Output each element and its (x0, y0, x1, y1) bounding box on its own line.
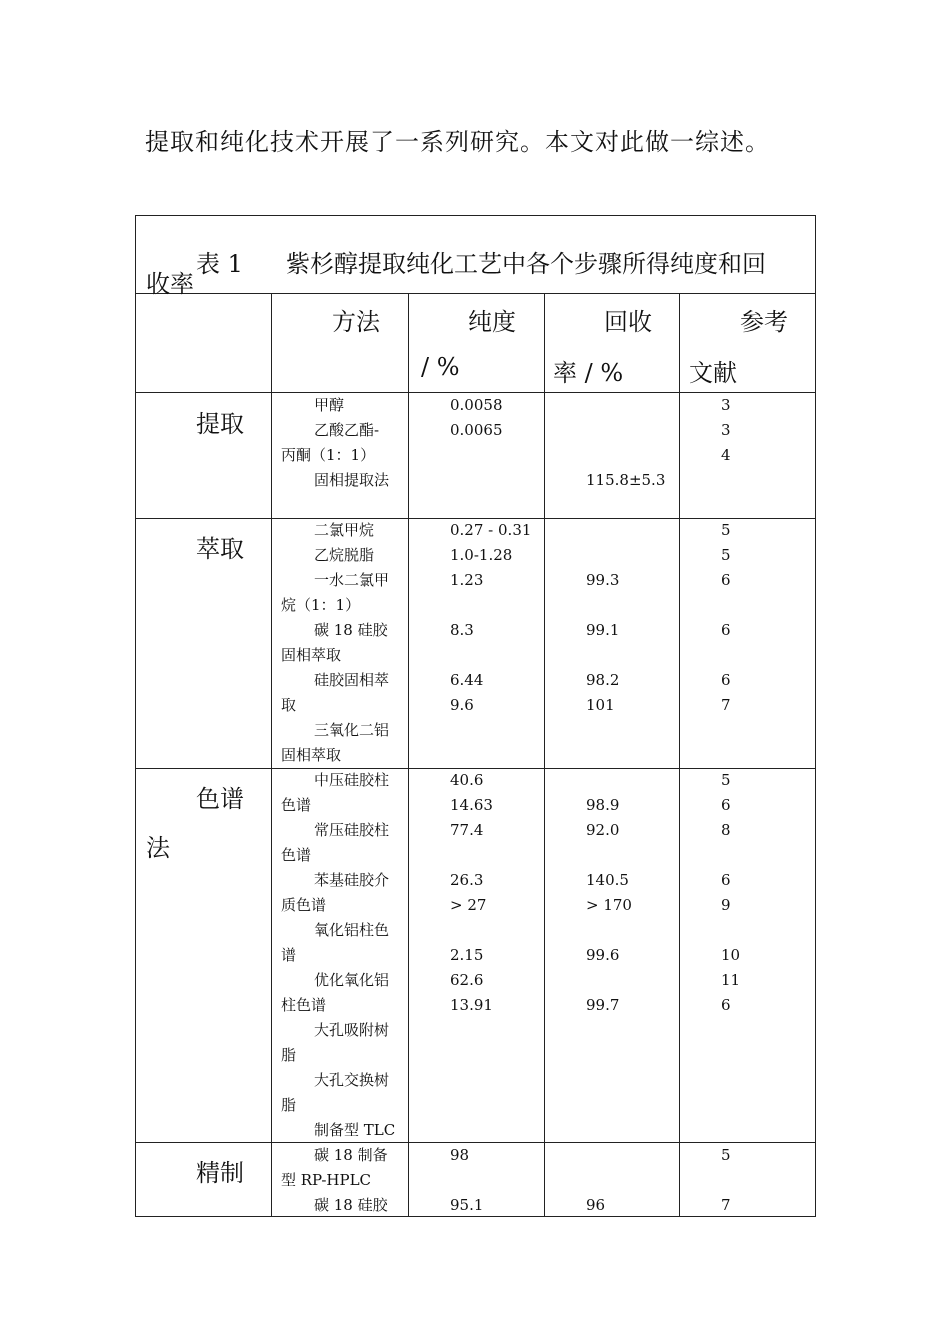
recovery-cell (586, 843, 632, 868)
method-cell: 氧化铝柱色 (314, 921, 390, 939)
purity-cell (450, 1018, 493, 1043)
recovery-cell (586, 1068, 632, 1093)
recovery-extraction (586, 393, 665, 493)
ref-cell (721, 1043, 740, 1068)
purity-refining (450, 1143, 483, 1218)
recovery-cell (586, 1043, 632, 1068)
purity-cell (450, 443, 503, 468)
purity-cell (450, 743, 531, 768)
ref-cell: 6 (721, 621, 731, 639)
purity-cell (450, 643, 531, 668)
header-purity-unit: / % (421, 353, 460, 381)
method-cell: 丙酮（1：1） (281, 446, 376, 464)
recovery-cell: 99.6 (586, 946, 620, 964)
ref-cell: 5 (721, 546, 731, 564)
recovery-cell (586, 918, 632, 943)
ref-cell: 7 (721, 1196, 731, 1214)
ref-cell: 6 (721, 571, 731, 589)
purity-cell: 26.3 (450, 871, 484, 889)
ref-cell: 10 (721, 946, 741, 964)
ref-cell: 6 (721, 671, 731, 689)
recovery-cell (586, 393, 665, 418)
recovery-cell: 98.2 (586, 671, 620, 689)
purity-cell (450, 1068, 493, 1093)
method-cell: 中压硅胶柱 (314, 771, 390, 789)
method-cell: 苯基硅胶介 (314, 871, 390, 889)
section-name-extraction: 提取 (196, 410, 244, 438)
ref-cell (721, 468, 731, 493)
purity-cell: 1.23 (450, 571, 484, 589)
method-cell: 型 RP-HPLC (281, 1171, 372, 1189)
method-cell: 固相萃取 (281, 646, 342, 664)
recovery-cell (586, 1018, 632, 1043)
recovery-cell (586, 643, 619, 668)
ref-cell (721, 1018, 740, 1043)
header-purity: 纯度 (468, 308, 516, 336)
purity-cell (450, 593, 531, 618)
purity-cell: 77.4 (450, 821, 484, 839)
purity-cell (450, 918, 493, 943)
purity-cell (450, 468, 503, 493)
recovery-cell: 115.8±5.3 (586, 471, 666, 489)
purity-cell: 0.0058 (450, 396, 503, 414)
rule-caption (136, 293, 815, 294)
col-rule-4 (679, 293, 680, 1216)
purity-cell: 9.6 (450, 696, 474, 714)
header-reference: 参考 (740, 308, 788, 336)
method-cell: 三氧化二铝 (314, 721, 390, 739)
col-rule-3 (544, 293, 545, 1216)
recovery-cell (586, 1093, 632, 1118)
method-cell: 常压硅胶柱 (314, 821, 390, 839)
purity-cell: 14.63 (450, 796, 493, 814)
methods-extraction (281, 393, 389, 493)
purity-cell: 98 (450, 1146, 470, 1164)
ref-cell: 6 (721, 796, 731, 814)
ref-cell (721, 643, 731, 668)
ref-cell (721, 593, 731, 618)
method-cell: 固相萃取 (281, 746, 342, 764)
purity-cell: 62.6 (450, 971, 484, 989)
table-caption-wrap: 收率 (146, 270, 194, 298)
ref-cell: 4 (721, 446, 731, 464)
header-method: 方法 (332, 308, 380, 336)
purity-cell: 1.0-1.28 (450, 546, 513, 564)
section-name-partition: 萃取 (196, 535, 244, 563)
purity-cell (450, 1168, 483, 1193)
intro-paragraph: 提取和纯化技术开展了一系列研究。本文对此做一综述。 (145, 128, 770, 156)
col-rule-2 (408, 293, 409, 1216)
purity-cell: 40.6 (450, 771, 484, 789)
ref-cell: 5 (721, 1146, 731, 1164)
header-recovery-unit: 率 / % (553, 359, 624, 387)
ref-cell (721, 743, 731, 768)
methods-refining (281, 1143, 388, 1218)
ref-cell (721, 1168, 731, 1193)
method-cell: 脂 (281, 1096, 297, 1114)
purity-cell (450, 718, 531, 743)
refs-extraction (721, 393, 731, 493)
purity-cell (450, 1043, 493, 1068)
refs-refining (721, 1143, 731, 1218)
methods-partition (281, 518, 389, 768)
recovery-cell: 101 (586, 696, 615, 714)
ref-cell: 8 (721, 821, 731, 839)
method-cell: 碳 18 制备 (314, 1146, 388, 1164)
method-cell: 一水二氯甲 (314, 571, 390, 589)
purity-chromatography (450, 768, 493, 1143)
recovery-cell: 99.3 (586, 571, 620, 589)
recovery-chromatography (586, 768, 632, 1143)
recovery-cell (586, 718, 619, 743)
purity-cell: 6.44 (450, 671, 484, 689)
ref-cell (721, 918, 740, 943)
method-cell: 取 (281, 696, 297, 714)
recovery-cell: 99.1 (586, 621, 620, 639)
recovery-cell: 140.5 (586, 871, 629, 889)
recovery-cell: 92.0 (586, 821, 620, 839)
recovery-cell (586, 1118, 632, 1143)
data-table (135, 215, 816, 1217)
ref-cell: 3 (721, 396, 731, 414)
method-cell: 色谱 (281, 796, 312, 814)
purity-cell: 0.0065 (450, 421, 503, 439)
ref-cell: 6 (721, 996, 731, 1014)
ref-cell: 6 (721, 871, 731, 889)
ref-cell (721, 1068, 740, 1093)
method-cell: 大孔吸附树 (314, 1021, 390, 1039)
recovery-cell (586, 1168, 605, 1193)
recovery-cell (586, 1143, 605, 1168)
method-cell: 碳 18 硅胶 (314, 621, 388, 639)
method-cell: 乙烷脱脂 (314, 546, 375, 564)
ref-cell: 7 (721, 696, 731, 714)
purity-cell: 8.3 (450, 621, 474, 639)
purity-cell (450, 843, 493, 868)
table-caption-title: 紫杉醇提取纯化工艺中各个步骤所得纯度和回 (286, 250, 766, 278)
section-name-refining: 精制 (196, 1159, 244, 1187)
ref-cell: 5 (721, 771, 731, 789)
method-cell: 二氯甲烷 (314, 521, 375, 539)
method-cell: 质色谱 (281, 896, 327, 914)
method-cell: 制备型 TLC (314, 1121, 396, 1139)
recovery-cell (586, 743, 619, 768)
recovery-cell: > 170 (586, 896, 632, 914)
ref-cell: 9 (721, 896, 731, 914)
purity-cell (450, 1118, 493, 1143)
purity-cell (450, 1093, 493, 1118)
methods-chromatography (281, 768, 395, 1143)
recovery-cell (586, 518, 619, 543)
ref-cell (721, 1093, 740, 1118)
purity-cell: 95.1 (450, 1196, 484, 1214)
ref-cell: 5 (721, 521, 731, 539)
recovery-cell: 96 (586, 1196, 606, 1214)
method-cell: 烷（1：1） (281, 596, 361, 614)
method-cell: 柱色谱 (281, 996, 327, 1014)
method-cell: 优化氧化铝 (314, 971, 390, 989)
section-name-chromatography-suffix: 法 (146, 834, 170, 862)
purity-cell: 0.27 - 0.31 (450, 521, 532, 539)
recovery-cell (586, 418, 665, 443)
purity-cell: > 27 (450, 896, 487, 914)
recovery-cell (586, 593, 619, 618)
recovery-cell (586, 443, 665, 468)
purity-cell: 13.91 (450, 996, 493, 1014)
method-cell: 硅胶固相萃 (314, 671, 390, 689)
method-cell: 谱 (281, 946, 297, 964)
refs-chromatography (721, 768, 740, 1143)
ref-cell (721, 718, 731, 743)
recovery-cell: 98.9 (586, 796, 620, 814)
table-caption-label: 表 1 (196, 250, 243, 278)
method-cell: 大孔交换树 (314, 1071, 390, 1089)
ref-cell: 3 (721, 421, 731, 439)
recovery-refining (586, 1143, 605, 1218)
recovery-partition (586, 518, 619, 768)
method-cell: 甲醇 (314, 396, 345, 414)
method-cell: 乙酸乙酯- (314, 421, 380, 439)
header-recovery: 回收 (604, 308, 652, 336)
refs-partition (721, 518, 731, 768)
recovery-cell (586, 768, 632, 793)
method-cell: 碳 18 硅胶 (314, 1196, 388, 1214)
purity-cell: 2.15 (450, 946, 484, 964)
method-cell: 固相提取法 (314, 471, 390, 489)
col-rule-1 (271, 293, 272, 1216)
method-cell: 脂 (281, 1046, 297, 1064)
purity-extraction (450, 393, 503, 493)
recovery-cell (586, 543, 619, 568)
ref-cell (721, 1118, 740, 1143)
recovery-cell: 99.7 (586, 996, 620, 1014)
ref-cell: 11 (721, 971, 741, 989)
section-name-chromatography: 色谱 (196, 785, 244, 813)
ref-cell (721, 843, 740, 868)
recovery-cell (586, 968, 632, 993)
purity-partition (450, 518, 531, 768)
method-cell: 色谱 (281, 846, 312, 864)
header-reference-2: 文献 (689, 359, 737, 387)
